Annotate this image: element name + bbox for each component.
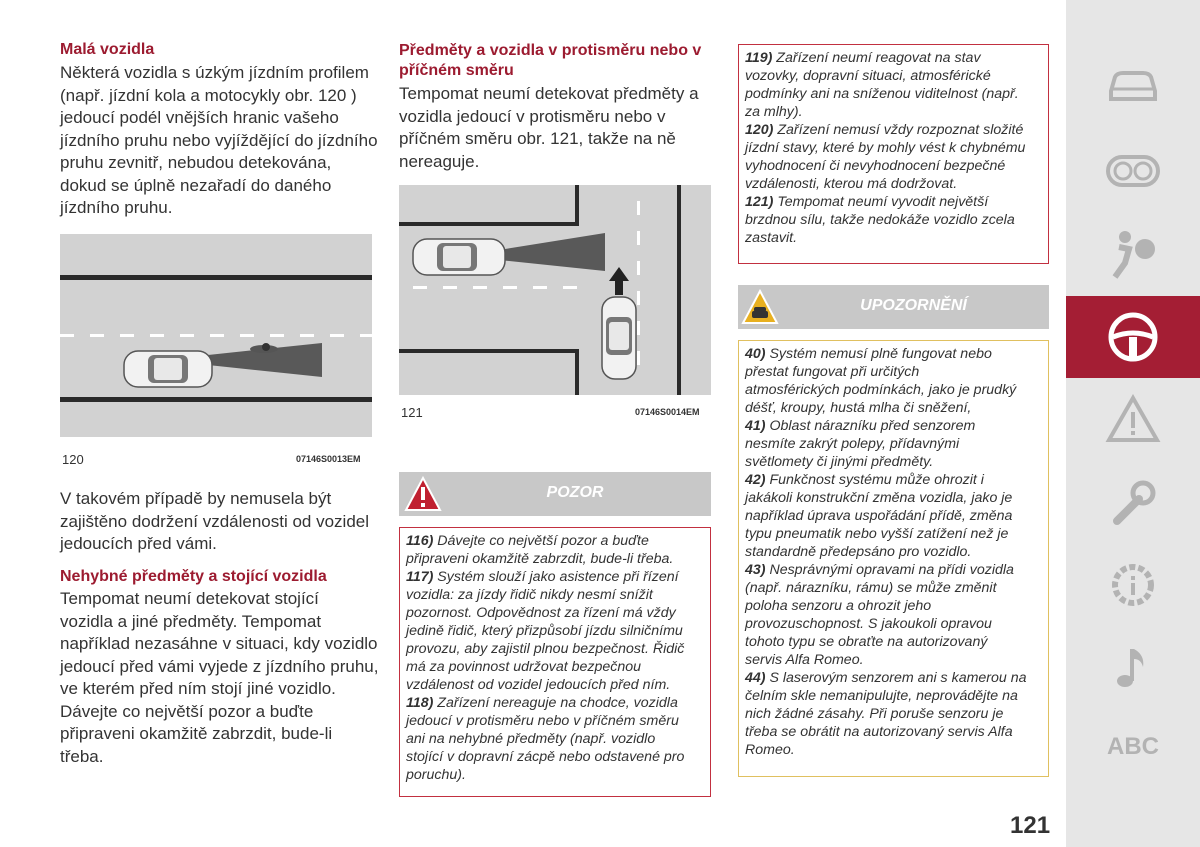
note-line: provozu, aby zajistil plnou bezpečnost. Řidič	[406, 641, 685, 657]
note-line: například úprava uspořádání přídě, změna	[745, 508, 1013, 524]
note-item	[745, 417, 1042, 471]
note-line: 44) S laserovým senzorem ani s kamerou na	[745, 670, 1027, 686]
note-line: atmosférických podmínkách, jako je prudký	[745, 382, 1017, 398]
note-line: 42) Funkčnost systému může ohrozit i	[745, 472, 984, 488]
figure-121-code: 07146S0014EM	[635, 407, 700, 417]
figure-120-number: 120	[62, 452, 84, 467]
steering-wheel-icon	[1105, 309, 1161, 365]
note-line: servis Alfa Romeo.	[745, 652, 864, 668]
sidebar-item-steering[interactable]	[1066, 296, 1200, 378]
figure-120-code: 07146S0013EM	[296, 454, 361, 464]
note-line: má za povinnost udržovat bezpečnou	[406, 659, 642, 675]
page-number: 121	[1010, 812, 1051, 839]
note-line: jedoucí v protisměru nebo v příčném směru	[406, 713, 679, 729]
warning-header	[399, 472, 711, 516]
note-line: ani na nehybné předměty (např. vozidlo	[406, 731, 656, 747]
note-line: vozovky, dopravní situaci, atmosférické	[745, 68, 991, 84]
heading-line: příčném směru	[399, 62, 514, 79]
note-line: tohoto typu se obraťte na autorizovaný	[745, 634, 988, 650]
note-line: (např. nárazníku, rámu) se může změnit	[745, 580, 997, 596]
sidebar-item-index[interactable]	[1066, 706, 1200, 788]
caution-box	[738, 340, 1049, 777]
paragraph-small-vehicles	[60, 62, 390, 220]
note-line: 40) Systém nemusí plně fungovat nebo	[745, 346, 992, 362]
warning-box	[399, 527, 711, 797]
note-line: vzdálenosti, kterou má dodržovat.	[745, 176, 958, 192]
note-item	[745, 121, 1042, 193]
text-line: vozidla jedoucí v protisměru nebo v	[399, 106, 666, 126]
note-line: 121) Tempomat neumí vyvodit největší	[745, 194, 989, 210]
sidebar-item-maintenance[interactable]	[1066, 462, 1200, 544]
crossing-car	[413, 239, 505, 275]
note-item	[745, 345, 1042, 417]
note-number: 121)	[745, 194, 774, 210]
note-number: 116)	[406, 533, 434, 549]
airbag-icon	[1105, 227, 1161, 279]
caution-title: UPOZORNĚNÍ	[860, 297, 967, 314]
note-line: jedině řidič, který přizpůsobí jízdu silničnímu	[406, 623, 683, 639]
paragraph-oncoming	[399, 83, 719, 173]
note-line: přestat fungovat při určitých	[745, 364, 920, 380]
note-number: 120)	[745, 122, 774, 138]
wrench-icon	[1105, 475, 1161, 531]
heading-line: Předměty a vozidla v protisměru nebo v	[399, 42, 702, 59]
heading-small-vehicles: Malá vozidla	[60, 41, 155, 58]
note-number: 119)	[745, 50, 773, 66]
note-item	[406, 532, 704, 568]
note-line: světlomety či jinými předměty.	[745, 454, 934, 470]
text-line: jízdního pruhu.	[60, 198, 173, 217]
text-line: například nezasáhne v situaci, kdy vozidlo	[60, 634, 378, 653]
note-number: 118)	[406, 695, 434, 711]
text-line: (např. jízdní kola a motocykly obr. 120 )	[60, 85, 357, 105]
sidebar-item-dashboard[interactable]	[1066, 130, 1200, 212]
note-line: 41) Oblast nárazníku před senzorem	[745, 418, 976, 434]
note-number: 44)	[745, 670, 766, 686]
text-line: ve kterém před ním stojí jiné vozidlo.	[60, 679, 336, 698]
info-gear-icon	[1105, 557, 1161, 613]
text-line: jedoucí před vámi vyjede z jízdního pruhu,	[60, 656, 379, 676]
text-line: nereaguje.	[399, 151, 480, 171]
figure-121-number: 121	[401, 405, 423, 420]
text-line: vozidla a jiné předměty. Tempomat	[60, 611, 322, 631]
note-line: 118) Zařízení nereaguje na chodce, vozidla	[406, 695, 678, 711]
note-number: 42)	[745, 472, 766, 488]
text-line: Některá vozidla s úzkým jízdním profilem	[60, 63, 369, 82]
warning-triangle-icon	[1105, 394, 1161, 444]
note-item	[745, 49, 1042, 121]
own-car	[602, 297, 636, 379]
text-line: jedoucí podél vnějších hranic vašeho	[60, 108, 339, 127]
note-line: poloha senzoru a ohrozit jeho	[745, 598, 932, 614]
caution-header	[738, 285, 1049, 329]
text-line: třeba.	[60, 746, 104, 766]
note-line: provozuschopnost. S jakoukoli opravou	[745, 616, 992, 632]
text-line: Tempomat neumí detekovat předměty a	[399, 84, 699, 103]
note-line: vyhodnocení či nevyhodnocení bezpečné	[745, 158, 1006, 174]
car-top-view	[124, 351, 212, 387]
text-line: jedoucích před vámi.	[60, 534, 217, 553]
note-line: jízdní stavy, které by mohly vést k chybnému	[745, 140, 1026, 156]
note-line: 119) Zařízení neumí reagovat na stav	[745, 50, 981, 66]
note-line: jakákoli konstrukční změna vozidla, jako je	[745, 490, 1013, 506]
note-number: 40)	[745, 346, 766, 362]
note-line: déšť, kroupy, hustá mlha či sněžení,	[745, 400, 972, 416]
note-line: poruchu).	[406, 767, 466, 783]
sidebar-item-car[interactable]	[1066, 44, 1200, 126]
dashboard-icon	[1105, 151, 1161, 191]
music-note-icon	[1105, 639, 1161, 695]
note-line: nesmíte zakrýt polepy, přídavnými	[745, 436, 960, 452]
note-line: zastavit.	[745, 230, 798, 246]
note-line: připraveni okamžitě zabrzdit, bude-li třeba.	[406, 551, 674, 567]
note-number: 41)	[745, 418, 766, 434]
note-item	[745, 193, 1042, 247]
note-line: standardně předepsáno pro vozidlo.	[745, 544, 972, 560]
notes-box	[738, 44, 1049, 264]
note-number: 117)	[406, 569, 434, 585]
note-line: 120) Zařízení nemusí vždy rozpoznat složité	[745, 122, 1024, 138]
text-line: připraveni okamžitě zabrzdit, bude-li	[60, 724, 333, 743]
note-item	[406, 568, 704, 694]
sidebar-item-multimedia[interactable]	[1066, 626, 1200, 708]
text-line: dokud se úplně nezařadí do daného	[60, 175, 332, 195]
warning-title: POZOR	[546, 484, 604, 501]
note-line: typu pneumatik nebo vyšší zatížení než je	[745, 526, 1009, 542]
figure-121-illustration	[399, 185, 711, 395]
sidebar-item-warning[interactable]	[1066, 378, 1200, 460]
note-line: třeba se obrátit na autorizovaný servis Alfa	[745, 724, 1013, 740]
note-line: nich žádné zásahy. Při poruše senzoru je	[745, 706, 1004, 722]
note-line: 116) Dávejte co největší pozor a buďte	[406, 533, 649, 549]
note-item	[745, 471, 1042, 561]
note-line: vzdálenost od vozidel jedoucích před ním.	[406, 677, 671, 693]
sidebar-item-airbag[interactable]	[1066, 212, 1200, 294]
note-item	[406, 694, 704, 784]
figure-121	[399, 185, 711, 395]
paragraph-distance	[60, 488, 380, 556]
abc-label: ABC	[1107, 733, 1159, 760]
figure-120	[60, 231, 372, 440]
text-line: Dávejte co největší pozor a buďte	[60, 701, 314, 721]
heading-stationary: Nehybné předměty a stojící vozidla	[60, 568, 327, 585]
note-number: 43)	[745, 562, 766, 578]
text-line: příčném směru obr. 121, takže na ně	[399, 129, 676, 148]
note-item	[745, 561, 1042, 669]
note-line: čelním skle nemanipulujte, neprovádějte na	[745, 688, 1018, 704]
figure-120-illustration	[60, 231, 372, 440]
text-line: zajištěno dodržení vzdálenosti od vozidel	[60, 511, 370, 531]
note-line: podmínky ani na sníženou viditelnost (např.	[745, 86, 1019, 102]
text-line: V takovém případě by nemusela být	[60, 489, 332, 508]
note-line: za mlhy).	[745, 104, 803, 120]
sidebar-item-info[interactable]	[1066, 544, 1200, 626]
paragraph-stationary	[60, 588, 380, 768]
note-line: brzdnou sílu, takže nedokáže vozidlo zcela	[745, 212, 1015, 228]
text-line: jízdního pruhu nebo vyjíždějící do jízdního	[60, 130, 378, 150]
note-line: vozidla: za jízdy řidič nikdy nesmí snížit	[406, 587, 653, 603]
chapter-sidebar	[1066, 0, 1200, 847]
note-line: pozornost. Odpovědnost za řízení má vždy	[406, 605, 676, 621]
car-icon	[1105, 65, 1161, 105]
note-line: stojící v dopravní zácpě nebo odstavené pro	[406, 749, 685, 765]
note-item	[745, 669, 1042, 759]
heading-oncoming	[399, 41, 719, 81]
note-line: 43) Nesprávnými opravami na přídi vozidla	[745, 562, 1014, 578]
note-line: 117) Systém slouží jako asistence při řízení	[406, 569, 679, 585]
text-line: Tempomat neumí detekovat stojící	[60, 589, 319, 608]
text-line: pruhu zevnitř, nebudou detekována,	[60, 153, 332, 172]
note-line: Romeo.	[745, 742, 795, 758]
